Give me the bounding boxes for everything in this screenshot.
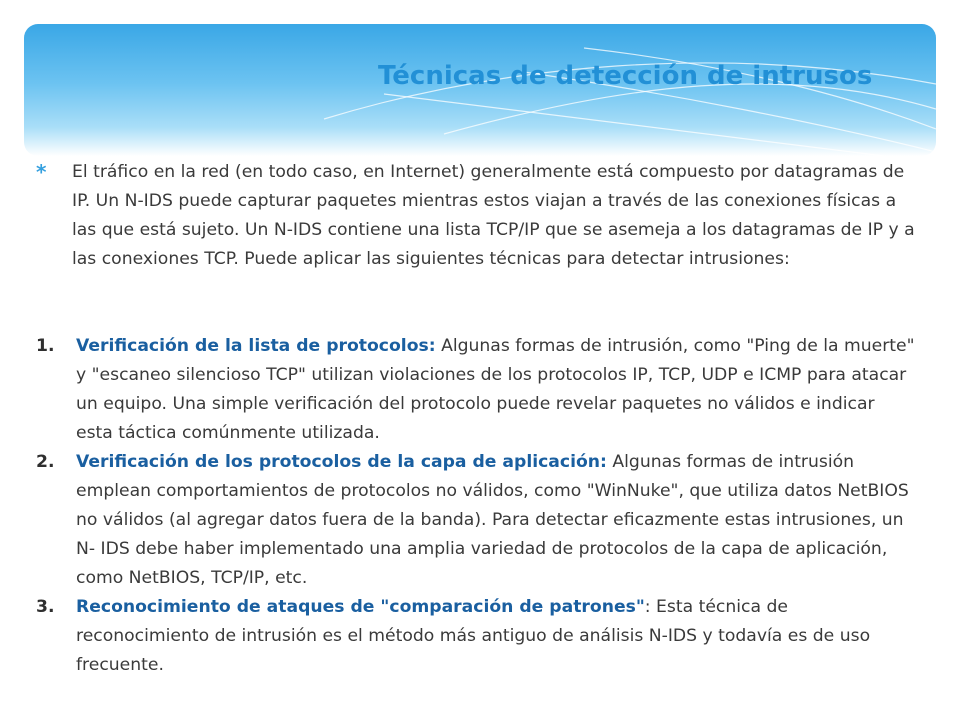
list-item-heading: Verificación de la lista de protocolos:	[76, 336, 436, 356]
list-item-heading: Verificación de los protocolos de la capa de aplicación:	[76, 452, 607, 472]
bullet-icon: *	[36, 160, 47, 184]
intro-text: El tráfico en la red (en todo caso, en Internet) generalmente está compuesto por datagramas de IP. Un N-IDS puede capturar paquetes mientras estos viajan a través de las conexiones físicas a las que está sujeto. Un N-IDS contiene una lista TCP/IP que se asemeja a los datagramas de IP y a las conexiones TCP. Puede aplicar las siguientes técnicas para detectar intrusiones:	[72, 162, 915, 269]
list-item-text: Algunas formas de intrusión emplean comportamientos de protocolos no válidos, como "WinNuke", que utiliza datos NetBIOS no válidos (al agregar datos fuera de la banda). Para detectar eficazmente estas intrusiones, un N- IDS debe haber implementado una amplia variedad de protocolos de la capa de aplicación, como NetBIOS, TCP/IP, etc.	[76, 452, 909, 588]
list-item-number: 2.	[36, 452, 55, 472]
list-item-number: 3.	[36, 597, 55, 617]
list-item-heading: Reconocimiento de ataques de "comparación de patrones"	[76, 597, 645, 617]
list-item	[36, 593, 916, 680]
list-item-text: : Esta técnica de reconocimiento de intrusión es el método más antiguo de análisis N-IDS y todavía es de uso frecuente.	[76, 597, 871, 675]
banner-arc-line	[384, 94, 884, 156]
list-item	[36, 448, 916, 593]
list-item-body	[76, 332, 916, 448]
list-item	[36, 332, 916, 448]
slide-content	[36, 158, 916, 680]
slide-title: Técnicas de detección de intrusos	[378, 61, 873, 91]
list-item-number: 1.	[36, 336, 55, 356]
intro-paragraph	[36, 158, 916, 274]
list-item-body	[76, 593, 916, 680]
technique-list	[36, 332, 916, 680]
list-item-text: Algunas formas de intrusión, como "Ping de la muerte" y "escaneo silencioso TCP" utilizan violaciones de los protocolos IP, TCP, UDP e ICMP para atacar un equipo. Una simple verificación del protocolo puede revelar paquetes no válidos e indicar esta táctica comúnmente utilizada.	[76, 336, 915, 443]
list-item-body	[76, 448, 916, 593]
